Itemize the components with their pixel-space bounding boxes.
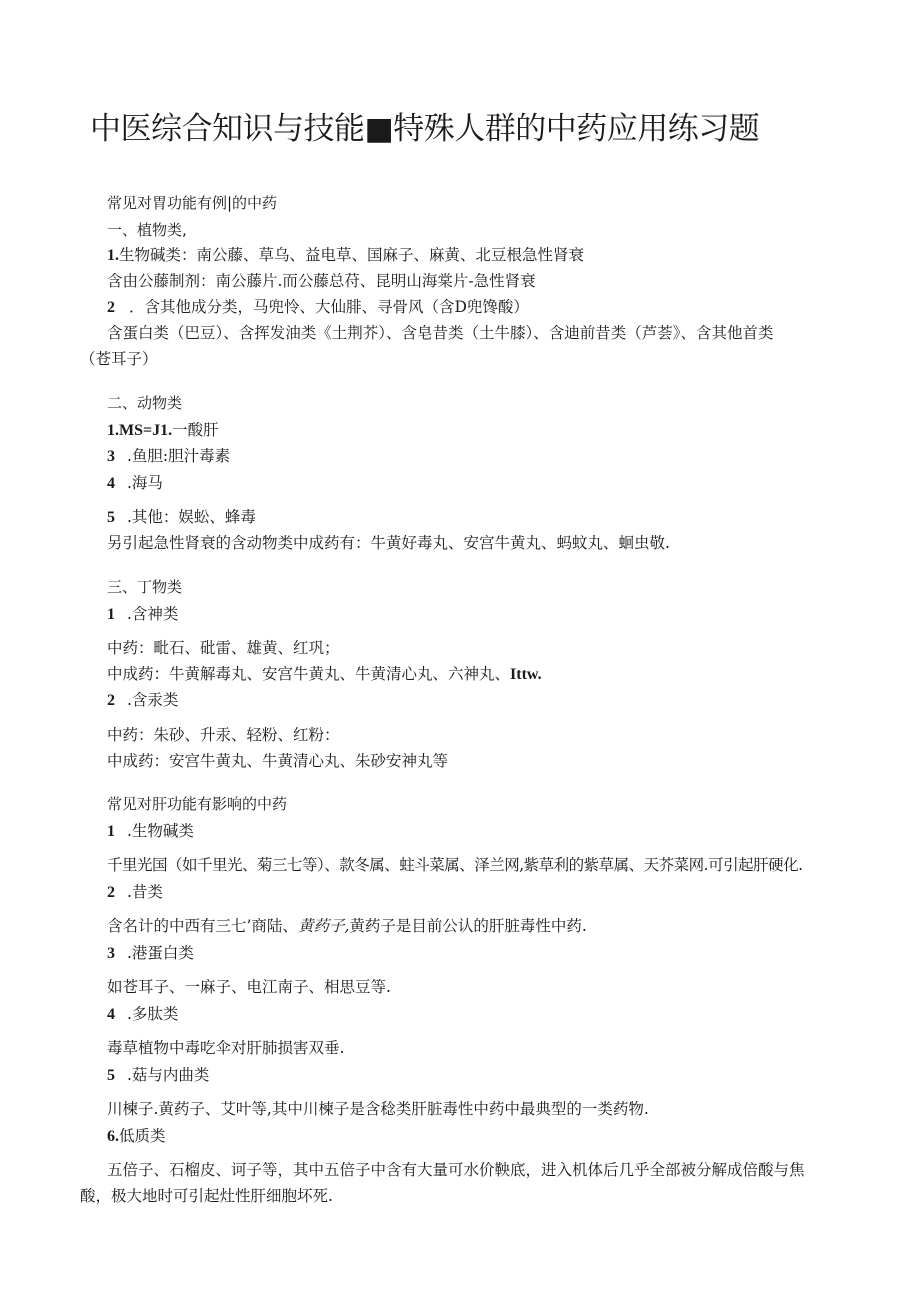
list-item: 6.低质类 xyxy=(107,1127,166,1145)
paragraph: 中药：朱砂、升汞、轻粉、红粉： xyxy=(107,726,340,744)
paragraph: 毒草植物中毒吃伞对肝肺损害双垂. xyxy=(107,1039,345,1057)
subsection-heading-minerals: 三、丁物类 xyxy=(107,578,183,596)
paragraph: 千里光国（如千里光、菊三七等）、款冬属、蛀斗菜属、泽兰网,紫草利的紫草属、天芥菜网.可引起肝硬化. xyxy=(107,856,803,874)
paragraph: 含由公藤制剂：南公藤片.而公藤总苻、昆明山海棠片-急性肾衰 xyxy=(107,272,536,290)
paragraph: 五倍子、石榴皮、诃子等，其中五倍子中含有大量可水价鞅底，进入机体后几乎全部被分解成倍酸与焦 xyxy=(107,1161,805,1179)
list-item: 4 .海马 xyxy=(107,474,163,492)
paragraph: 中成药：牛黄解毒丸、安宫牛黄丸、牛黄清心丸、六神丸、Ittw. xyxy=(107,665,542,683)
paragraph: （苍耳子） xyxy=(80,350,158,368)
section-heading-liver: 常见对肝功能有影响的中药 xyxy=(107,795,288,813)
list-item: 1.MS=J1.一酸肝 xyxy=(107,421,219,439)
page-title: 中医综合知识与技能■特殊人群的中药应用练习题 xyxy=(90,111,760,147)
list-item: 1.生物碱类：南公藤、草乌、益电草、国麻子、麻黄、北豆根急性肾衰 xyxy=(107,246,585,264)
list-item: 2 ．含其他成分类，马兜怜、大仙腓、寻骨风（含D兜馋酸） xyxy=(107,298,529,316)
list-item: 5 .菇与内曲类 xyxy=(107,1066,210,1084)
paragraph: 中药：毗石、砒雷、雄黄、红巩； xyxy=(107,639,340,657)
list-item: 1 .生物碱类 xyxy=(107,822,194,840)
subsection-heading-animals: 二、动物类 xyxy=(107,394,183,412)
list-item: 2 .昔类 xyxy=(107,883,163,901)
paragraph: 川楝子.黄药子、艾叶等,其中川楝子是含稔类肝脏毒性中药中最典型的一类药物. xyxy=(107,1100,649,1118)
list-item: 2 .含汞类 xyxy=(107,691,179,709)
list-item: 1 .含神类 xyxy=(107,605,179,623)
paragraph: 含名计的中西有三七’商陆、黄药子,黄药子是目前公认的肝脏毒性中药. xyxy=(107,917,587,935)
list-item: 4 .多肽类 xyxy=(107,1005,179,1023)
list-item: 5 .其他：娱蚣、蜂毒 xyxy=(107,508,256,526)
paragraph: 如苍耳子、一麻子、电江南子、相思豆等. xyxy=(107,978,391,996)
list-item: 3 .港蛋白类 xyxy=(107,944,194,962)
paragraph: 酸，极大地时可引起灶性肝细胞坏死. xyxy=(80,1187,333,1205)
list-item: 3 .鱼胆:胆汁毒素 xyxy=(107,447,231,465)
paragraph: 另引起急性肾衰的含动物类中成药有：牛黄好毒丸、安宫牛黄丸、蚂蚊丸、蛔虫敬. xyxy=(107,534,670,552)
paragraph: 含蛋白类（巴豆）、含挥发油类《土荆芥）、含皂昔类（土牛膝）、含迪前昔类（芦荟》、含其他首类 xyxy=(107,324,774,342)
subsection-heading-plants: 一、植物类, xyxy=(107,221,187,239)
paragraph: 中成药：安宫牛黄丸、牛黄清心丸、朱砂安神丸等 xyxy=(107,752,449,770)
section-heading-kidney: 常见对胃功能有例|的中药 xyxy=(107,194,278,212)
